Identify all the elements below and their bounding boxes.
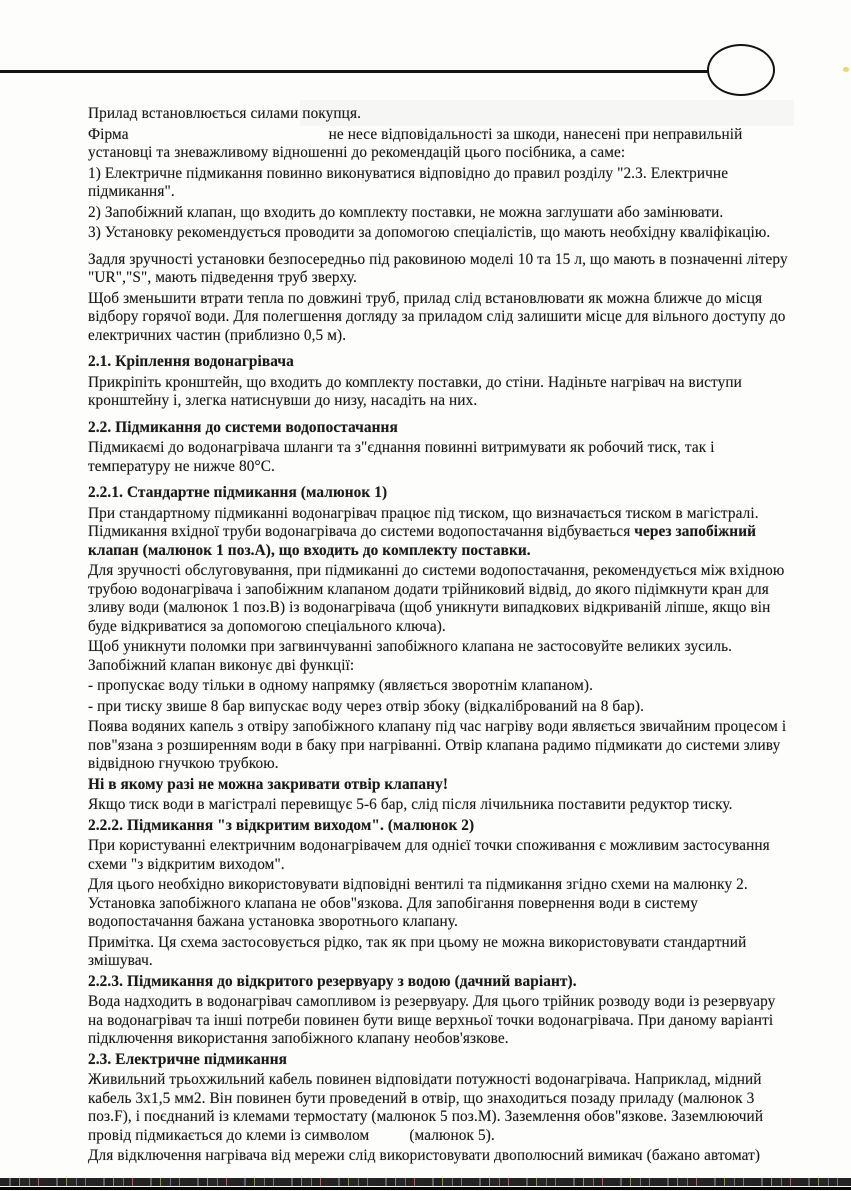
text-run: При користуванні електричним водонагрівачем для однієї точки споживання є можливим застосування схеми "з відкритим виходом". [88, 837, 770, 873]
heading [88, 419, 794, 438]
paragraph [88, 876, 794, 932]
paragraph [88, 934, 794, 971]
paragraph [88, 224, 794, 243]
text-run: Ні в якому разі не можна закривати отвір клапану! [88, 775, 449, 793]
paragraph [88, 290, 794, 346]
heading [88, 817, 794, 836]
header-ellipse [707, 44, 775, 96]
paragraph [88, 505, 794, 561]
text-run: - при тиску звише 8 бар випускає воду через отвір збоку (відкалібрований на 8 бар). [88, 697, 645, 715]
paragraph [88, 698, 794, 717]
heading [88, 973, 794, 992]
text-run: 2.1. Кріплення водонагрівача [88, 353, 294, 370]
text-run: 2.3. Електричне підмикання [88, 1050, 288, 1068]
header-rule-line [0, 70, 709, 73]
heading [88, 776, 794, 795]
paragraph [88, 993, 794, 1049]
paragraph [88, 796, 794, 815]
paragraph [88, 204, 794, 223]
text-run: Примітка. Ця схема застосовується рідко, так як при цьому не можна використовувати стандартний змішувач. [88, 933, 747, 969]
paragraph [88, 562, 794, 636]
text-run: 2.2.3. Підмикання до відкритого резервуару з водою (дачний варіант). [88, 972, 577, 990]
document-body [88, 103, 794, 1166]
heading [88, 484, 794, 503]
text-run: - пропускає воду тільки в одному напрямку (являється зворотнім клапаном). [88, 677, 594, 694]
blank-space [129, 138, 329, 139]
paragraph [88, 165, 794, 202]
text-run: Для зручності обслуговування, при підмиканні до системи водопостачання, рекомендується між вхідною трубою водонагрівача і запобіжним клапаном додати трійниковий відвід, до якого підімкнути кран для зливу води (малюнок 1 поз.В) із водонагрівача (щоб уникнути випадкових відкриваній ліпше, якщо він буде відкриватися за допомогою спеціального ключа). [88, 562, 785, 635]
paragraph [88, 718, 794, 774]
text-run: Щоб уникнути поломки при загвинчуванні запобіжного клапана не застосовуйте великих зусиль. Запобіжний клапан виконує дві функції: [88, 638, 733, 674]
paragraph [88, 105, 794, 124]
text-run: (малюнок 5). [409, 1126, 495, 1144]
text-run: через запобіжний клапан (малюнок 1 поз.А), що входить до комплекту поставки. [88, 523, 757, 559]
paragraph [88, 837, 794, 874]
text-run: Прикріпіть кронштейн, що входить до комплекту поставки, до стіни. Надіньте нагрівач на виступи кронштейну і, злегка натиснувши до низу, насадіть на них. [88, 373, 742, 409]
text-run: Прилад встановлюється силами покупця. [88, 105, 362, 122]
paragraph [88, 638, 794, 675]
text-run: Щоб зменьшити втрати тепла по довжині труб, прилад слід встановлювати як можна ближче до місця відбору горячої води. Для полегшення догляду за приладом слід залишити місце для вільного доступу до електричних частин (приблизно 0,5 м). [88, 289, 786, 344]
paragraph [88, 251, 794, 288]
text-run: 3) Установку рекомендується проводити за допомогою спеціалістів, що мають необхідну кваліфікацію. [88, 224, 771, 241]
text-run: 2.2.1. Стандартне підмикання (малюнок 1) [88, 484, 388, 501]
text-run: Вода надходить в водонагрівач самопливом із резервуару. Для цього трійник розводу води із резервуару на водонагрівач та інші потреби повинен бути вище верхньої точки водонагрівача. При даному варіанті підключення використання запобіжного клапану необов'язкове. [88, 993, 776, 1047]
heading [88, 353, 794, 372]
page-bottom-scan-edge [0, 1178, 851, 1191]
scan-artifact-dot [843, 67, 849, 72]
scan-edge-line [0, 1187, 851, 1190]
scan-edge-speckle [0, 1178, 851, 1186]
paragraph [88, 439, 794, 476]
text-run: 1) Електричне підмикання повинно виконуватися відповідно до правил розділу "2.3. Електричне підмикання". [88, 164, 729, 200]
text-run: Фірма [88, 125, 129, 143]
text-run: 2) Запобіжний клапан, що входить до комплекту поставки, не можна заглушати або замінювати. [88, 203, 724, 221]
paragraph [88, 126, 794, 163]
paragraph [88, 1147, 794, 1166]
paragraph [88, 677, 794, 696]
heading [88, 1051, 794, 1070]
blank-space [369, 1139, 409, 1140]
text-run: 2.2.2. Підмикання "з відкритим виходом". (малюнок 2) [88, 816, 475, 834]
text-run: Живильний трьохжильний кабель повинен відповідати потужності водонагрівача. Наприклад, мідний кабель 3х1,5 мм2. Він повинен бути проведений в отвір, що знаходиться позаду приладу (малюнок 3 поз.F), і поєднаний із клемами термостату (малюнок 5 поз.М). Заземлення обов"язкове. Заземлюючий провід підмикається до клеми із символом [88, 1071, 764, 1144]
text-run: Для відключення нагрівача від мережи слід використовувати двополюсний вимикач (бажано автомат) [88, 1147, 761, 1164]
text-run: Якщо тиск води в магістралі перевищує 5-6 бар, слід після лічильника поставити редуктор тиску. [88, 796, 733, 813]
text-run: При стандартному підмиканні водонагрівач працює під тиском, що визначається тиском в магістралі. Підмикання вхідної труби водонагрівача до системи водопостачання відбувається [88, 504, 759, 540]
text-run: Задля зручності установки безпосередньо під раковиною моделі 10 та 15 л, що мають в позначенні літеру "UR","S", мають підведення труб зверху. [88, 250, 788, 286]
text-run: Для цього необхідно використовувати відповідні вентилі та підмикання згідно схеми на малюнку 2. Установка запобіжного клапана не обов"язкова. Для запобігання повернення води в систему водопостачання бажана установка зворотнього клапану. [88, 876, 748, 930]
paragraph [88, 1071, 794, 1145]
paragraph [88, 374, 794, 411]
text-run: не несе відповідальності за шкоди, нанесені при неправильній установці та зневажливому відношенні до рекомендацій цього посібника, а саме: [88, 125, 743, 161]
text-run: Поява водяних капель з отвіру запобіжного клапану під час нагріву води являється звичайним процесом і пов"язана з розширенням води в баку при нагріванні. Отвір клапана радимо підмикати до системи зливу відвідною гнучкою трубкою. [88, 718, 787, 772]
text-run: 2.2. Підмикання до системи водопостачання [88, 418, 398, 436]
text-run: Підмикаємі до водонагрівача шланги та з"єднання повинні витримувати як робочий тиск, так і температуру не нижче 80°С. [88, 439, 715, 475]
